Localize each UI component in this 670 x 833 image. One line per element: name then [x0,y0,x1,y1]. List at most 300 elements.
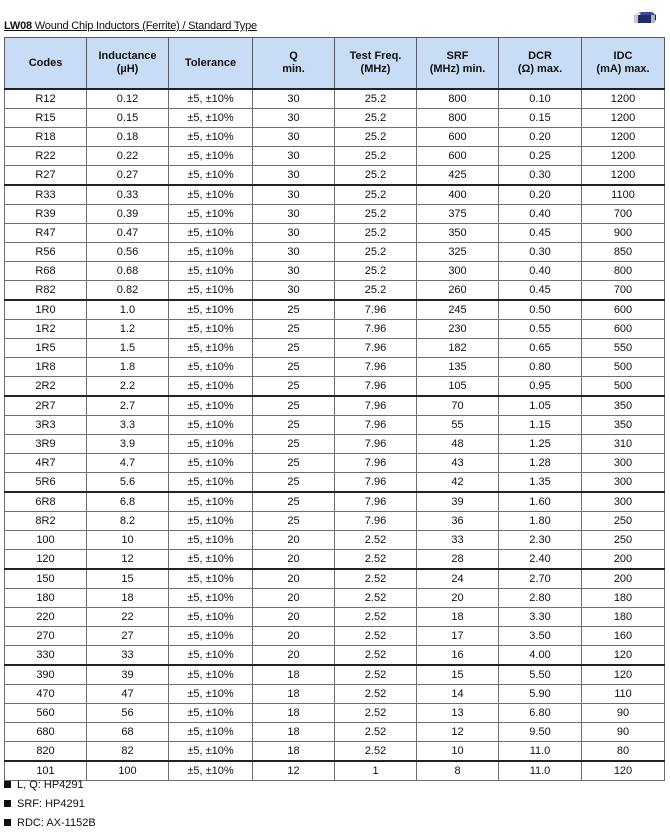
table-row [5,339,665,358]
cell-code: R12 [5,89,87,109]
cell-inductance: 18 [87,589,169,608]
cell-srf: 245 [417,300,499,320]
cell-srf: 16 [417,646,499,666]
header-codes: Codes [5,38,87,90]
cell-code: 270 [5,627,87,646]
cell-q: 30 [253,166,335,186]
cell-tolerance: ±5, ±10% [169,454,253,473]
cell-test-freq: 25.2 [335,205,417,224]
table-row [5,243,665,262]
cell-inductance: 56 [87,704,169,723]
cell-code: 150 [5,569,87,589]
notes-list [4,776,96,833]
cell-q: 30 [253,147,335,166]
cell-tolerance: ±5, ±10% [169,761,253,781]
cell-q: 25 [253,339,335,358]
cell-srf: 24 [417,569,499,589]
note-item: L, Q: HP4291 [4,776,96,795]
square-bullet-icon [4,781,11,788]
cell-srf: 600 [417,128,499,147]
cell-code: 2R7 [5,396,87,416]
cell-code: 470 [5,685,87,704]
cell-q: 20 [253,589,335,608]
cell-test-freq: 2.52 [335,685,417,704]
table-row [5,89,665,109]
cell-idc: 1200 [582,147,665,166]
cell-dcr: 2.80 [499,589,582,608]
cell-srf: 425 [417,166,499,186]
cell-code: R27 [5,166,87,186]
cell-q: 20 [253,569,335,589]
cell-srf: 17 [417,627,499,646]
cell-dcr: 4.00 [499,646,582,666]
cell-idc: 500 [582,358,665,377]
cell-tolerance: ±5, ±10% [169,569,253,589]
cell-code: R39 [5,205,87,224]
note-item: SRF: HP4291 [4,795,96,814]
cell-dcr: 0.80 [499,358,582,377]
cell-test-freq: 25.2 [335,262,417,281]
cell-dcr: 1.28 [499,454,582,473]
table-row [5,262,665,281]
cell-inductance: 12 [87,550,169,570]
cell-idc: 850 [582,243,665,262]
header-srf: SRF (MHz) min. [417,38,499,90]
cell-test-freq: 7.96 [335,512,417,531]
cell-idc: 700 [582,205,665,224]
cell-idc: 250 [582,531,665,550]
cell-dcr: 9.50 [499,723,582,742]
cell-dcr: 0.20 [499,128,582,147]
cell-q: 30 [253,89,335,109]
cell-tolerance: ±5, ±10% [169,224,253,243]
cell-srf: 182 [417,339,499,358]
table-row [5,377,665,397]
cell-srf: 28 [417,550,499,570]
cell-inductance: 1.5 [87,339,169,358]
cell-tolerance: ±5, ±10% [169,416,253,435]
cell-inductance: 3.3 [87,416,169,435]
cell-q: 25 [253,377,335,397]
cell-inductance: 5.6 [87,473,169,493]
cell-tolerance: ±5, ±10% [169,512,253,531]
cell-dcr: 0.40 [499,262,582,281]
cell-test-freq: 7.96 [335,396,417,416]
cell-q: 25 [253,416,335,435]
cell-srf: 43 [417,454,499,473]
cell-code: R47 [5,224,87,243]
cell-code: 120 [5,550,87,570]
cell-code: 390 [5,665,87,685]
cell-dcr: 2.40 [499,550,582,570]
cell-idc: 600 [582,320,665,339]
cell-test-freq: 25.2 [335,166,417,186]
cell-idc: 310 [582,435,665,454]
cell-code: 2R2 [5,377,87,397]
cell-dcr: 1.35 [499,473,582,493]
cell-dcr: 1.05 [499,396,582,416]
cell-inductance: 6.8 [87,492,169,512]
cell-inductance: 3.9 [87,435,169,454]
cell-idc: 80 [582,742,665,762]
cell-dcr: 3.50 [499,627,582,646]
cell-srf: 39 [417,492,499,512]
cell-tolerance: ±5, ±10% [169,473,253,493]
cell-srf: 20 [417,589,499,608]
cell-q: 25 [253,473,335,493]
cell-srf: 800 [417,109,499,128]
cell-test-freq: 2.52 [335,531,417,550]
table-row [5,704,665,723]
table-row [5,473,665,493]
cell-dcr: 1.25 [499,435,582,454]
table-row [5,224,665,243]
cell-code: 6R8 [5,492,87,512]
cell-tolerance: ±5, ±10% [169,300,253,320]
table-row [5,109,665,128]
cell-srf: 13 [417,704,499,723]
title-text: Wound Chip Inductors (Ferrite) / Standard Type [34,20,257,32]
cell-dcr: 1.15 [499,416,582,435]
cell-idc: 800 [582,262,665,281]
cell-code: 1R8 [5,358,87,377]
cell-q: 18 [253,685,335,704]
cell-tolerance: ±5, ±10% [169,243,253,262]
cell-q: 30 [253,224,335,243]
table-header-row [5,38,665,90]
cell-code: 3R9 [5,435,87,454]
cell-test-freq: 2.52 [335,589,417,608]
cell-code: 1R0 [5,300,87,320]
cell-tolerance: ±5, ±10% [169,665,253,685]
table-row [5,569,665,589]
cell-idc: 1200 [582,109,665,128]
cell-inductance: 22 [87,608,169,627]
cell-q: 18 [253,704,335,723]
cell-q: 30 [253,281,335,301]
cell-srf: 15 [417,665,499,685]
cell-code: 101 [5,761,87,781]
cell-idc: 600 [582,300,665,320]
cell-dcr: 0.50 [499,300,582,320]
cell-test-freq: 1 [335,761,417,781]
cell-test-freq: 2.52 [335,723,417,742]
table-row [5,166,665,186]
cell-inductance: 10 [87,531,169,550]
cell-inductance: 100 [87,761,169,781]
cell-dcr: 2.30 [499,531,582,550]
cell-tolerance: ±5, ±10% [169,608,253,627]
cell-test-freq: 7.96 [335,377,417,397]
cell-q: 30 [253,243,335,262]
cell-test-freq: 7.96 [335,473,417,493]
cell-test-freq: 7.96 [335,416,417,435]
inductor-spec-table [4,37,665,781]
cell-idc: 110 [582,685,665,704]
table-row [5,147,665,166]
cell-q: 18 [253,742,335,762]
cell-q: 20 [253,531,335,550]
cell-code: 680 [5,723,87,742]
cell-dcr: 5.90 [499,685,582,704]
cell-code: 1R2 [5,320,87,339]
cell-inductance: 0.56 [87,243,169,262]
cell-code: 180 [5,589,87,608]
cell-dcr: 11.0 [499,761,582,781]
cell-q: 18 [253,665,335,685]
cell-idc: 180 [582,589,665,608]
cell-test-freq: 7.96 [335,435,417,454]
cell-code: R82 [5,281,87,301]
cell-test-freq: 7.96 [335,358,417,377]
cell-tolerance: ±5, ±10% [169,320,253,339]
table-row [5,512,665,531]
cell-code: 3R3 [5,416,87,435]
cell-idc: 300 [582,454,665,473]
cell-code: 560 [5,704,87,723]
cell-tolerance: ±5, ±10% [169,685,253,704]
cell-idc: 180 [582,608,665,627]
cell-test-freq: 2.52 [335,608,417,627]
cell-tolerance: ±5, ±10% [169,704,253,723]
cell-idc: 1200 [582,89,665,109]
cell-inductance: 0.18 [87,128,169,147]
cell-inductance: 0.82 [87,281,169,301]
table-row [5,608,665,627]
cell-idc: 550 [582,339,665,358]
cell-q: 25 [253,320,335,339]
cell-tolerance: ±5, ±10% [169,339,253,358]
cell-inductance: 27 [87,627,169,646]
cell-idc: 90 [582,704,665,723]
cell-q: 20 [253,550,335,570]
cell-dcr: 0.15 [499,109,582,128]
cell-srf: 18 [417,608,499,627]
cell-dcr: 0.40 [499,205,582,224]
cell-inductance: 0.12 [87,89,169,109]
cell-q: 30 [253,205,335,224]
cell-dcr: 0.55 [499,320,582,339]
cell-srf: 350 [417,224,499,243]
cell-tolerance: ±5, ±10% [169,377,253,397]
cell-inductance: 1.8 [87,358,169,377]
cell-idc: 1100 [582,185,665,205]
square-bullet-icon [4,800,11,807]
cell-dcr: 2.70 [499,569,582,589]
cell-q: 30 [253,262,335,281]
cell-srf: 12 [417,723,499,742]
table-row [5,665,665,685]
header-q: Q min. [253,38,335,90]
cell-tolerance: ±5, ±10% [169,89,253,109]
cell-inductance: 0.22 [87,147,169,166]
table-row [5,320,665,339]
cell-inductance: 0.33 [87,185,169,205]
cell-srf: 10 [417,742,499,762]
cell-tolerance: ±5, ±10% [169,128,253,147]
cell-srf: 375 [417,205,499,224]
table-row [5,396,665,416]
cell-inductance: 2.2 [87,377,169,397]
cell-idc: 1200 [582,128,665,147]
cell-q: 20 [253,608,335,627]
cell-code: R56 [5,243,87,262]
cell-srf: 36 [417,512,499,531]
cell-tolerance: ±5, ±10% [169,723,253,742]
cell-dcr: 1.60 [499,492,582,512]
cell-srf: 70 [417,396,499,416]
cell-test-freq: 2.52 [335,627,417,646]
cell-code: 330 [5,646,87,666]
cell-test-freq: 2.52 [335,550,417,570]
cell-tolerance: ±5, ±10% [169,627,253,646]
table-row [5,589,665,608]
cell-idc: 120 [582,646,665,666]
table-row [5,627,665,646]
cell-q: 18 [253,723,335,742]
cell-dcr: 0.20 [499,185,582,205]
cell-q: 30 [253,128,335,147]
square-bullet-icon [4,819,11,826]
cell-srf: 260 [417,281,499,301]
table-body [5,89,665,781]
cell-inductance: 0.39 [87,205,169,224]
cell-dcr: 6.80 [499,704,582,723]
cell-idc: 250 [582,512,665,531]
cell-tolerance: ±5, ±10% [169,185,253,205]
table-row [5,454,665,473]
cell-test-freq: 7.96 [335,454,417,473]
cell-tolerance: ±5, ±10% [169,205,253,224]
title-row [4,10,666,36]
cell-q: 12 [253,761,335,781]
cell-srf: 400 [417,185,499,205]
cell-tolerance: ±5, ±10% [169,262,253,281]
cell-code: R68 [5,262,87,281]
cell-idc: 500 [582,377,665,397]
cell-tolerance: ±5, ±10% [169,492,253,512]
cell-test-freq: 25.2 [335,243,417,262]
cell-test-freq: 25.2 [335,185,417,205]
cell-idc: 200 [582,569,665,589]
table-row [5,492,665,512]
cell-code: 8R2 [5,512,87,531]
cell-inductance: 2.7 [87,396,169,416]
cell-idc: 120 [582,761,665,781]
cell-idc: 90 [582,723,665,742]
table-row [5,761,665,781]
cell-q: 30 [253,185,335,205]
cell-test-freq: 2.52 [335,569,417,589]
cell-test-freq: 25.2 [335,89,417,109]
cell-tolerance: ±5, ±10% [169,589,253,608]
cell-inductance: 47 [87,685,169,704]
cell-tolerance: ±5, ±10% [169,166,253,186]
cell-q: 30 [253,109,335,128]
cell-q: 25 [253,512,335,531]
cell-dcr: 0.95 [499,377,582,397]
cell-code: 820 [5,742,87,762]
table-row [5,723,665,742]
title-code: LW08 [4,20,32,32]
cell-srf: 8 [417,761,499,781]
cell-test-freq: 7.96 [335,339,417,358]
header-idc: IDC (mA) max. [582,38,665,90]
cell-test-freq: 7.96 [335,300,417,320]
cell-srf: 48 [417,435,499,454]
cell-tolerance: ±5, ±10% [169,358,253,377]
cell-q: 25 [253,435,335,454]
table-row [5,435,665,454]
cell-srf: 33 [417,531,499,550]
cell-code: R18 [5,128,87,147]
table-row [5,685,665,704]
header-tolerance: Tolerance [169,38,253,90]
cell-dcr: 5.50 [499,665,582,685]
cell-tolerance: ±5, ±10% [169,396,253,416]
cell-idc: 200 [582,550,665,570]
cell-srf: 55 [417,416,499,435]
table-row [5,185,665,205]
table-row [5,531,665,550]
cell-dcr: 11.0 [499,742,582,762]
cell-inductance: 82 [87,742,169,762]
cell-idc: 900 [582,224,665,243]
cell-inductance: 1.2 [87,320,169,339]
cell-idc: 700 [582,281,665,301]
cell-srf: 14 [417,685,499,704]
cell-inductance: 1.0 [87,300,169,320]
cell-q: 25 [253,396,335,416]
cell-code: R22 [5,147,87,166]
cell-idc: 300 [582,492,665,512]
cell-test-freq: 25.2 [335,128,417,147]
page-title [4,20,257,32]
cell-code: 5R6 [5,473,87,493]
cell-test-freq: 2.52 [335,665,417,685]
cell-inductance: 0.27 [87,166,169,186]
cell-test-freq: 2.52 [335,646,417,666]
chip-inductor-icon [632,10,658,24]
cell-srf: 230 [417,320,499,339]
cell-tolerance: ±5, ±10% [169,147,253,166]
cell-idc: 300 [582,473,665,493]
table-row [5,358,665,377]
cell-inductance: 15 [87,569,169,589]
cell-dcr: 1.80 [499,512,582,531]
table-row [5,646,665,666]
cell-srf: 325 [417,243,499,262]
cell-inductance: 0.15 [87,109,169,128]
table-row [5,300,665,320]
cell-tolerance: ±5, ±10% [169,435,253,454]
cell-test-freq: 25.2 [335,147,417,166]
table-row [5,550,665,570]
cell-dcr: 0.10 [499,89,582,109]
cell-code: R15 [5,109,87,128]
cell-srf: 800 [417,89,499,109]
cell-inductance: 0.68 [87,262,169,281]
table-row [5,281,665,301]
cell-q: 20 [253,627,335,646]
cell-dcr: 0.25 [499,147,582,166]
cell-idc: 1200 [582,166,665,186]
cell-q: 25 [253,454,335,473]
cell-tolerance: ±5, ±10% [169,742,253,762]
cell-q: 25 [253,492,335,512]
cell-inductance: 8.2 [87,512,169,531]
cell-srf: 135 [417,358,499,377]
